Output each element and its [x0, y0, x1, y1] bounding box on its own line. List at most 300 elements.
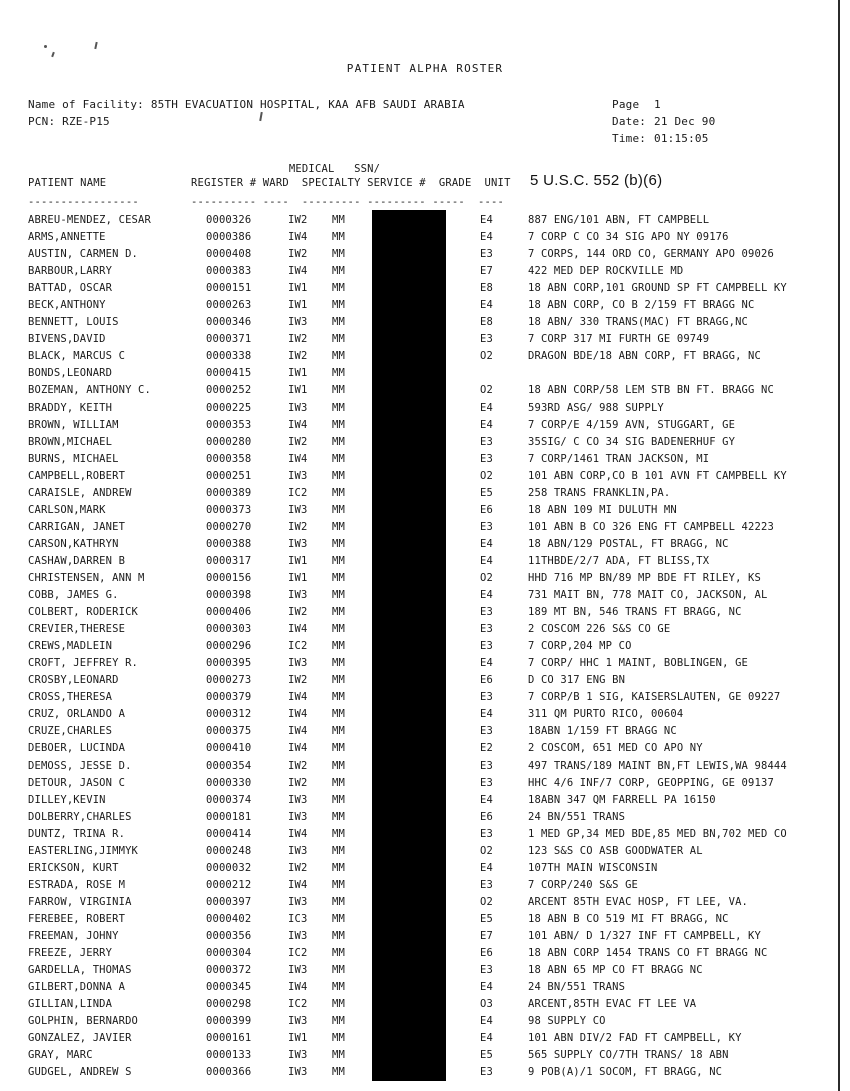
cell-grade: E4: [480, 589, 493, 602]
cell-ward: IW4: [288, 418, 308, 431]
cell-register: 0000414: [206, 827, 252, 840]
cell-specialty: MM: [332, 435, 345, 448]
cell-ward: IW4: [288, 691, 308, 704]
cell-ward: IW3: [288, 895, 308, 908]
cell-unit: 18 ABN CORP/58 LEM STB BN FT. BRAGG NC: [528, 384, 774, 397]
cell-register: 0000303: [206, 623, 252, 636]
cell-register: 0000338: [206, 350, 252, 363]
cell-specialty: MM: [332, 964, 345, 977]
cell-specialty: MM: [332, 947, 345, 960]
cell-register: 0000366: [206, 1066, 252, 1079]
cell-unit: 731 MAIT BN, 778 MAIT CO, JACKSON, AL: [528, 589, 768, 602]
cell-specialty: MM: [332, 657, 345, 670]
cell-grade: E4: [480, 401, 493, 414]
cell-name: BROWN,MICHAEL: [28, 435, 113, 448]
cell-register: 0000326: [206, 214, 252, 226]
cell-specialty: MM: [332, 265, 345, 278]
cell-register: 0000354: [206, 759, 252, 772]
cell-register: 0000304: [206, 947, 252, 960]
cell-specialty: MM: [332, 912, 345, 925]
cell-grade: E7: [480, 265, 493, 278]
cell-ward: IW4: [288, 623, 308, 636]
cell-unit: 18ABN 1/159 FT BRAGG NC: [528, 725, 677, 738]
document-meta: [612, 96, 715, 147]
cell-grade: E3: [480, 1066, 493, 1079]
cell-unit: 593RD ASG/ 988 SUPPLY: [528, 401, 664, 414]
cell-grade: O2: [480, 350, 493, 363]
cell-unit: 7 CORP,204 MP CO: [528, 640, 632, 653]
cell-name: GOLPHIN, BERNARDO: [28, 1015, 139, 1028]
cell-name: ARMS,ANNETTE: [28, 231, 106, 244]
cell-name: DEMOSS, JESSE D.: [28, 759, 132, 772]
cell-name: BIVENS,DAVID: [28, 333, 106, 346]
cell-unit: 18 ABN B CO 519 MI FT BRAGG, NC: [528, 912, 729, 925]
cell-grade: E3: [480, 878, 493, 891]
cell-specialty: MM: [332, 998, 345, 1011]
cell-unit: 422 MED DEP ROCKVILLE MD: [528, 265, 684, 278]
cell-name: CROFT, JEFFREY R.: [28, 657, 139, 670]
redaction-exemption-note: 5 U.S.C. 552 (b)(6): [530, 172, 663, 189]
page-title: PATIENT ALPHA ROSTER: [346, 62, 504, 75]
cell-grade: E8: [480, 316, 493, 329]
cell-specialty: MM: [332, 282, 345, 295]
cell-name: CROSBY,LEONARD: [28, 674, 119, 687]
scan-artifact: [94, 42, 97, 49]
cell-name: GUDGEL, ANDREW S: [28, 1066, 132, 1079]
cell-ward: IW4: [288, 878, 308, 891]
cell-grade: E5: [480, 486, 493, 499]
cell-unit: 7 CORP/240 S&S GE: [528, 878, 639, 891]
cell-grade: E3: [480, 435, 493, 448]
cell-ward: IC2: [288, 640, 308, 653]
cell-name: BONDS,LEONARD: [28, 367, 113, 380]
cell-specialty: MM: [332, 384, 345, 397]
cell-ward: IW4: [288, 742, 308, 755]
cell-unit: 2 COSCOM 226 S&S CO GE: [528, 623, 671, 636]
cell-register: 0000386: [206, 231, 252, 244]
cell-grade: O2: [480, 844, 493, 857]
cell-grade: E4: [480, 418, 493, 431]
cell-ward: IW3: [288, 657, 308, 670]
cell-grade: E6: [480, 947, 493, 960]
cell-register: 0000312: [206, 708, 252, 721]
cell-specialty: MM: [332, 981, 345, 994]
cell-specialty: MM: [332, 452, 345, 465]
cell-unit: 101 ABN CORP,CO B 101 AVN FT CAMPBELL KY: [528, 469, 787, 482]
cell-name: FREEMAN, JOHNY: [28, 929, 119, 942]
cell-unit: 1 MED GP,34 MED BDE,85 MED BN,702 MED CO: [528, 827, 787, 840]
cell-specialty: MM: [332, 367, 345, 380]
cell-name: DUNTZ, TRINA R.: [28, 827, 126, 840]
cell-specialty: MM: [332, 742, 345, 755]
cell-specialty: MM: [332, 674, 345, 687]
cell-register: 0000397: [206, 895, 252, 908]
cell-ward: IC2: [288, 998, 308, 1011]
cell-ward: IC3: [288, 912, 308, 925]
cell-name: FEREBEE, ROBERT: [28, 912, 126, 925]
cell-unit: 258 TRANS FRANKLIN,PA.: [528, 486, 671, 499]
cell-name: GILLIAN,LINDA: [28, 998, 113, 1011]
cell-register: 0000133: [206, 1049, 252, 1062]
cell-unit: 101 ABN DIV/2 FAD FT CAMPBELL, KY: [528, 1032, 742, 1045]
cell-grade: E3: [480, 623, 493, 636]
cell-ward: IW2: [288, 606, 308, 619]
cell-unit: D CO 317 ENG BN: [528, 674, 626, 687]
cell-specialty: MM: [332, 571, 345, 584]
cell-grade: E4: [480, 981, 493, 994]
cell-unit: 7 CORP C CO 34 SIG APO NY 09176: [528, 231, 729, 244]
cell-grade: E4: [480, 299, 493, 312]
cell-register: 0000372: [206, 964, 252, 977]
cell-name: DETOUR, JASON C: [28, 776, 126, 789]
cell-ward: IW2: [288, 674, 308, 687]
pcn-label: PCN:: [28, 115, 56, 128]
facility-line: [28, 96, 465, 113]
cell-specialty: MM: [332, 418, 345, 431]
cell-ward: IW2: [288, 520, 308, 533]
cell-grade: E5: [480, 1049, 493, 1062]
cell-name: ESTRADA, ROSE M: [28, 878, 126, 891]
cell-specialty: MM: [332, 844, 345, 857]
cell-grade: E4: [480, 657, 493, 670]
facility-value: 85TH EVACUATION HOSPITAL, KAA AFB SAUDI ARABIA: [150, 98, 465, 111]
cell-grade: O2: [480, 571, 493, 584]
cell-specialty: MM: [332, 554, 345, 567]
cell-name: BECK,ANTHONY: [28, 299, 106, 312]
cell-register: 0000248: [206, 844, 252, 857]
cell-specialty: MM: [332, 640, 345, 653]
cell-register: 0000156: [206, 571, 252, 584]
cell-name: ABREU-MENDEZ, CESAR: [28, 214, 151, 226]
cell-name: CHRISTENSEN, ANN M: [28, 571, 145, 584]
cell-grade: O2: [480, 384, 493, 397]
cell-specialty: MM: [332, 929, 345, 942]
cell-ward: IW2: [288, 333, 308, 346]
cell-ward: IW3: [288, 503, 308, 516]
cell-ward: IW3: [288, 401, 308, 414]
cell-name: CREVIER,THERESE: [28, 623, 126, 636]
cell-grade: E7: [480, 929, 493, 942]
cell-name: BURNS, MICHAEL: [28, 452, 119, 465]
cell-name: GONZALEZ, JAVIER: [28, 1032, 132, 1045]
cell-grade: E4: [480, 861, 493, 874]
cell-name: BROWN, WILLIAM: [28, 418, 119, 431]
cell-ward: IW3: [288, 844, 308, 857]
cell-register: 0000263: [206, 299, 252, 312]
cell-unit: 7 CORP/ HHC 1 MAINT, BOBLINGEN, GE: [528, 657, 749, 670]
cell-register: 0000280: [206, 435, 252, 448]
cell-specialty: MM: [332, 793, 345, 806]
cell-ward: IW2: [288, 350, 308, 363]
cell-register: 0000330: [206, 776, 252, 789]
cell-ward: IW4: [288, 981, 308, 994]
cell-ward: IW4: [288, 725, 308, 738]
cell-ward: IW1: [288, 1032, 308, 1045]
cell-register: 0000345: [206, 981, 252, 994]
cell-register: 0000252: [206, 384, 252, 397]
cell-unit: 18 ABN 109 MI DULUTH MN: [528, 503, 677, 516]
cell-ward: IW3: [288, 589, 308, 602]
cell-register: 0000273: [206, 674, 252, 687]
cell-specialty: MM: [332, 520, 345, 533]
cell-register: 0000346: [206, 316, 252, 329]
cell-ward: IW3: [288, 1049, 308, 1062]
cell-name: CARRIGAN, JANET: [28, 520, 126, 533]
cell-ward: IW2: [288, 861, 308, 874]
cell-ward: IW1: [288, 554, 308, 567]
cell-grade: E3: [480, 691, 493, 704]
cell-register: 0000375: [206, 725, 252, 738]
cell-unit: 98 SUPPLY CO: [528, 1015, 606, 1028]
cell-unit: 11THBDE/2/7 ADA, FT BLISS,TX: [528, 554, 710, 567]
cell-specialty: MM: [332, 231, 345, 244]
cell-grade: E4: [480, 708, 493, 721]
cell-ward: IW3: [288, 793, 308, 806]
cell-register: 0000298: [206, 998, 252, 1011]
cell-ward: IW1: [288, 299, 308, 312]
cell-grade: E4: [480, 1015, 493, 1028]
scan-artifact: [51, 52, 55, 57]
ssn-redaction-bar: [372, 210, 446, 1081]
cell-grade: E3: [480, 640, 493, 653]
cell-grade: E6: [480, 810, 493, 823]
cell-register: 0000379: [206, 691, 252, 704]
cell-unit: 123 S&S CO ASB GOODWATER AL: [528, 844, 703, 857]
cell-grade: E6: [480, 674, 493, 687]
cell-grade: E4: [480, 214, 493, 226]
cell-register: 0000358: [206, 452, 252, 465]
cell-name: BATTAD, OSCAR: [28, 282, 113, 295]
cell-unit: 107TH MAIN WISCONSIN: [528, 861, 658, 874]
cell-specialty: MM: [332, 776, 345, 789]
cell-grade: E3: [480, 520, 493, 533]
cell-name: BARBOUR,LARRY: [28, 265, 113, 278]
date-label: Date:: [612, 115, 647, 128]
cell-name: CASHAW,DARREN B: [28, 554, 126, 567]
cell-unit: 887 ENG/101 ABN, FT CAMPBELL: [528, 214, 710, 226]
cell-unit: 7 CORP 317 MI FURTH GE 09749: [528, 333, 710, 346]
cell-specialty: MM: [332, 691, 345, 704]
cell-unit: 18 ABN CORP,101 GROUND SP FT CAMPBELL KY: [528, 282, 787, 295]
cell-ward: IW1: [288, 282, 308, 295]
cell-name: CARAISLE, ANDREW: [28, 486, 132, 499]
cell-specialty: MM: [332, 248, 345, 261]
cell-name: CAMPBELL,ROBERT: [28, 469, 126, 482]
cell-name: CARSON,KATHRYN: [28, 537, 119, 550]
date-value: 21 Dec 90: [654, 115, 716, 128]
cell-unit: 18 ABN/ 330 TRANS(MAC) FT BRAGG,NC: [528, 316, 749, 329]
cell-name: BENNETT, LOUIS: [28, 316, 119, 329]
cell-specialty: MM: [332, 895, 345, 908]
cell-unit: 24 BN/551 TRANS: [528, 981, 626, 994]
page-number-row: [612, 96, 715, 113]
cell-grade: E2: [480, 742, 493, 755]
date-row: [612, 113, 715, 130]
cell-name: BRADDY, KEITH: [28, 401, 113, 414]
cell-grade: E3: [480, 759, 493, 772]
cell-name: AUSTIN, CARMEN D.: [28, 248, 139, 261]
cell-register: 0000270: [206, 520, 252, 533]
cell-unit: 497 TRANS/189 MAINT BN,FT LEWIS,WA 98444: [528, 759, 787, 772]
cell-specialty: MM: [332, 861, 345, 874]
cell-ward: IW3: [288, 537, 308, 550]
cell-register: 0000151: [206, 282, 252, 295]
cell-register: 0000181: [206, 810, 252, 823]
cell-unit: 101 ABN B CO 326 ENG FT CAMPBELL 42223: [528, 520, 774, 533]
cell-specialty: MM: [332, 316, 345, 329]
cell-grade: E8: [480, 282, 493, 295]
cell-grade: E3: [480, 333, 493, 346]
cell-grade: E4: [480, 537, 493, 550]
cell-specialty: MM: [332, 486, 345, 499]
cell-specialty: MM: [332, 469, 345, 482]
cell-name: BLACK, MARCUS C: [28, 350, 126, 363]
cell-register: 0000410: [206, 742, 252, 755]
cell-specialty: MM: [332, 725, 345, 738]
cell-specialty: MM: [332, 1015, 345, 1028]
cell-ward: IW1: [288, 571, 308, 584]
cell-register: 0000399: [206, 1015, 252, 1028]
cell-grade: E3: [480, 452, 493, 465]
cell-register: 0000395: [206, 657, 252, 670]
cell-unit: 18 ABN CORP, CO B 2/159 FT BRAGG NC: [528, 299, 755, 312]
cell-ward: IW3: [288, 810, 308, 823]
cell-unit: DRAGON BDE/18 ABN CORP, FT BRAGG, NC: [528, 350, 761, 363]
cell-unit: 7 CORPS, 144 ORD CO, GERMANY APO 09026: [528, 248, 774, 261]
cell-ward: IW2: [288, 759, 308, 772]
cell-register: 0000408: [206, 248, 252, 261]
cell-ward: IW2: [288, 435, 308, 448]
table-header-rule: ----------------- ---------- ---- --------- --------- ----- ----: [28, 196, 505, 208]
cell-specialty: MM: [332, 606, 345, 619]
cell-name: COBB, JAMES G.: [28, 589, 119, 602]
cell-specialty: MM: [332, 333, 345, 346]
cell-grade: E3: [480, 725, 493, 738]
cell-unit: ARCENT,85TH EVAC FT LEE VA: [528, 998, 697, 1011]
cell-register: 0000389: [206, 486, 252, 499]
cell-grade: E3: [480, 964, 493, 977]
cell-name: COLBERT, RODERICK: [28, 606, 139, 619]
cell-unit: 189 MT BN, 546 TRANS FT BRAGG, NC: [528, 606, 742, 619]
cell-ward: IW2: [288, 214, 308, 226]
cell-register: 0000406: [206, 606, 252, 619]
cell-specialty: MM: [332, 708, 345, 721]
cell-register: 0000251: [206, 469, 252, 482]
table-column-headers: [28, 162, 511, 190]
cell-name: CRUZ, ORLANDO A: [28, 708, 126, 721]
cell-ward: IC2: [288, 947, 308, 960]
cell-register: 0000353: [206, 418, 252, 431]
cell-ward: IW4: [288, 827, 308, 840]
cell-ward: IW1: [288, 384, 308, 397]
cell-specialty: MM: [332, 299, 345, 312]
time-value: 01:15:05: [654, 132, 709, 145]
facility-label: Name of Facility:: [28, 98, 144, 111]
cell-register: 0000373: [206, 503, 252, 516]
cell-ward: IW3: [288, 929, 308, 942]
cell-name: DILLEY,KEVIN: [28, 793, 106, 806]
cell-grade: E3: [480, 606, 493, 619]
cell-register: 0000374: [206, 793, 252, 806]
cell-grade: E6: [480, 503, 493, 516]
cell-specialty: MM: [332, 214, 345, 226]
cell-unit: HHC 4/6 INF/7 CORP, GEOPPING, GE 09137: [528, 776, 774, 789]
page-value: 1: [654, 98, 661, 111]
cell-name: CRUZE,CHARLES: [28, 725, 113, 738]
cell-register: 0000225: [206, 401, 252, 414]
cell-specialty: MM: [332, 623, 345, 636]
cell-ward: IW3: [288, 1066, 308, 1079]
cell-unit: 24 BN/551 TRANS: [528, 810, 626, 823]
cell-specialty: MM: [332, 759, 345, 772]
cell-grade: E4: [480, 793, 493, 806]
cell-specialty: MM: [332, 537, 345, 550]
cell-name: DEBOER, LUCINDA: [28, 742, 126, 755]
cell-unit: 18 ABN 65 MP CO FT BRAGG NC: [528, 964, 703, 977]
pcn-line: [28, 113, 465, 130]
cell-unit: 101 ABN/ D 1/327 INF FT CAMPBELL, KY: [528, 929, 761, 942]
cell-specialty: MM: [332, 401, 345, 414]
cell-grade: O2: [480, 895, 493, 908]
cell-name: GILBERT,DONNA A: [28, 981, 126, 994]
cell-ward: IW1: [288, 367, 308, 380]
cell-name: EASTERLING,JIMMYK: [28, 844, 139, 857]
cell-ward: IW4: [288, 452, 308, 465]
cell-unit: 311 QM PURTO RICO, 00604: [528, 708, 684, 721]
cell-unit: 35SIG/ C CO 34 SIG BADENERHUF GY: [528, 435, 736, 448]
cell-register: 0000371: [206, 333, 252, 346]
page-edge-rule: [838, 0, 840, 1091]
cell-ward: IW4: [288, 265, 308, 278]
cell-ward: IW4: [288, 231, 308, 244]
cell-ward: IC2: [288, 486, 308, 499]
cell-grade: O3: [480, 998, 493, 1011]
cell-grade: E4: [480, 554, 493, 567]
cell-name: FARROW, VIRGINIA: [28, 895, 132, 908]
cell-grade: E4: [480, 231, 493, 244]
cell-specialty: MM: [332, 503, 345, 516]
cell-specialty: MM: [332, 827, 345, 840]
cell-grade: E3: [480, 827, 493, 840]
cell-register: 0000161: [206, 1032, 252, 1045]
cell-ward: IW2: [288, 248, 308, 261]
cell-register: 0000317: [206, 554, 252, 567]
cell-unit: HHD 716 MP BN/89 MP BDE FT RILEY, KS: [528, 571, 761, 584]
cell-grade: E5: [480, 912, 493, 925]
cell-register: 0000388: [206, 537, 252, 550]
cell-specialty: MM: [332, 878, 345, 891]
scan-artifact: [44, 45, 47, 48]
time-label: Time:: [612, 132, 647, 145]
cell-name: CROSS,THERESA: [28, 691, 113, 704]
cell-name: FREEZE, JERRY: [28, 947, 113, 960]
pcn-value: RZE-P15: [62, 115, 110, 128]
cell-ward: IW3: [288, 316, 308, 329]
cell-grade: O2: [480, 469, 493, 482]
cell-register: 0000032: [206, 861, 252, 874]
cell-register: 0000383: [206, 265, 252, 278]
cell-specialty: MM: [332, 589, 345, 602]
cell-name: CREWS,MADLEIN: [28, 640, 113, 653]
facility-block: [28, 96, 465, 130]
cell-grade: E3: [480, 776, 493, 789]
cell-specialty: MM: [332, 1049, 345, 1062]
header-line-2: PATIENT NAME REGISTER # WARD SPECIALTY SERVICE # GRADE UNIT: [28, 177, 511, 189]
cell-register: 0000356: [206, 929, 252, 942]
cell-name: GARDELLA, THOMAS: [28, 964, 132, 977]
cell-specialty: MM: [332, 810, 345, 823]
cell-ward: IW3: [288, 964, 308, 977]
